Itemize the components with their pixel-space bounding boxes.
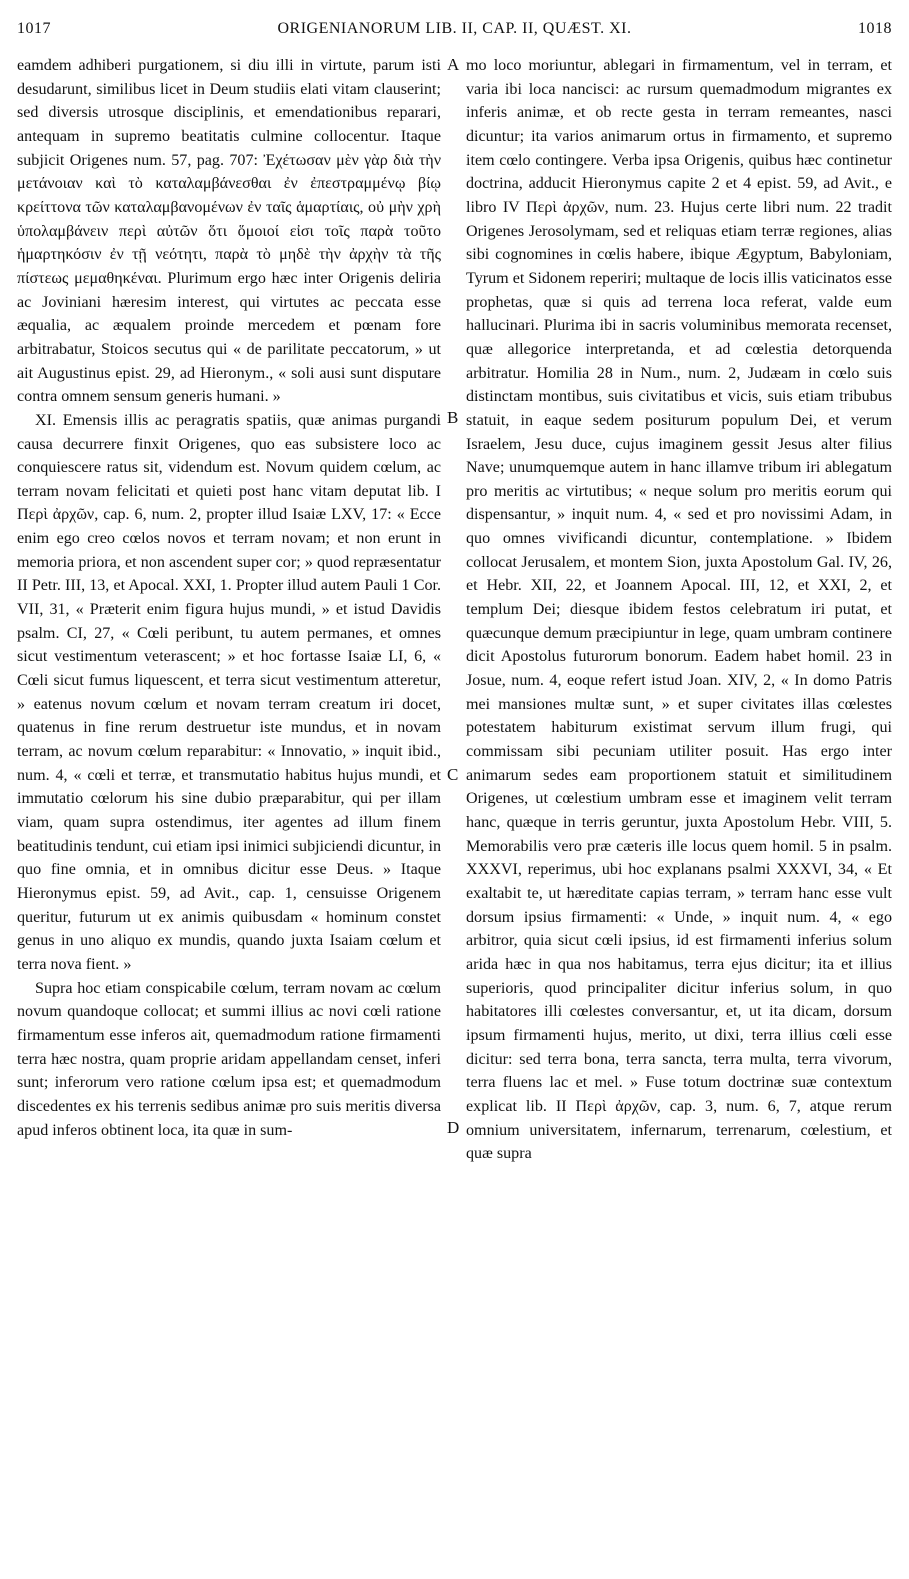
running-title: ORIGENIANORUM LIB. II, CAP. II, QUÆST. XI. [277, 20, 632, 37]
margin-letter-b: B [447, 408, 459, 427]
left-column [17, 54, 441, 1142]
paragraph: mo loco moriuntur, ablegari in firmamentum, vel in terram, et varia ibi loca nancisci: ac rursum quemadmodum migrantes ex inferis animæ, et ob recte gesta in terram remeantes, nasci dicuntur; ita varios animarum ortus in firmamento, et supremo item cœlo contingere. Verba ipsa Origenis, quibus hæc continetur doctrina, adducit Hieronymus capite 2 et 4 epist. 59, ad Avit., e libro IV Περὶ ἀρχῶν, num. 23. Hujus certe libri num. 22 tradit Origenes Jerosolymam, sed et reliquas etiam terræ regiones, alias sibi cognomines in cœlis habere, ibique Ægyptum, Babyloniam, Tyrum et Sidonem reperiri; multaque de locis illis vaticinatos esse prophetas, quæ si quis ad terrena loca referat, valde eum hallucinari. Plurima ibi in sacris voluminibus memorata recenset, quæ allegorice interpretanda, et ad cœlestia detorquenda arbitratur. Homilia 28 in Num., num. 2, Judæam in cœlo suis distinctam montibus, suis civitatibus et vicis, suis etiam tribubus statuit, in eaque sedem positurum populum Dei, et verum Israelem, Jesu duce, cujus imaginem gessit Jesus alter filius Nave; unumquemque autem in hanc illamve tribum iri ablegatum pro meritis ac virtutibus; « neque solum pro meritis eorum qui dispensantur, » inquit num. 4, « sed et pro novissimi Adam, in quo omnes vivificandi dicuntur, contemplatione. » Ibidem collocat Jerusalem, et montem Sion, juxta Apostolum Gal. IV, 26, et Hebr. XII, 22, et Joannem Apocal. III, 12, et XXI, 2, et templum Dei; diesque ibidem festos celebratum iri putat, et quæcunque demum præcipiuntur in lege, quam umbram continere dicit Apostolus futurorum bonorum. Eadem habet homil. 23 in Josue, num. 4, eoque refert istud Joan. XIV, 2, « In domo Patris mei mansiones multæ sunt, » et super civitates illas cœlestes potestatem habiturum existimat servum illum frugi, qui commissam sibi pecuniam utiliter posuit. Has ergo inter animarum sedes eam proportionem statuit et similitudinem Origenes, ut cœlestium umbram esse et imaginem velit terram hanc, quæque in terris geruntur, juxta Apostolum Hebr. VIII, 5. Memorabilis vero præ cæteris ille locus quem homil. 5 in psalm. XXXVI, reperimus, ubi hoc explanans psalmi XXXVI, 34, « Et exaltabit te, ut hæreditate capias terram, » terram hanc esse vult dorsum ipsius firmamenti: « Unde, » inquit num. 4, « ego arbitror, quia sicut cœli ipsius, id est firmamenti inferius solum arida hæc in qua nos habitamus, terra ejus dicitur; ita et illius superioris, quod principaliter dicitur inferius solum, in quo habitatores illi cœlestes conversantur, et, ut ita dicam, dorsum ipsum firmamenti hujus, merito, ut dixi, terra illius cœli esse dicitur: sed terra bona, terra sancta, terra multa, terra vivorum, terra fluens lac et mel. » Fuse totum doctrinæ suæ contextum explicat lib. II Περὶ ἀρχῶν, cap. 3, num. 6, 7, atque rerum omnium universitatem, infernarum, terrenarum, cœlestium, et quæ supra [466, 57, 892, 1163]
page-number-right: 1018 [858, 20, 892, 37]
margin-letter-a: A [447, 55, 460, 74]
paragraph: XI. Emensis illis ac peragratis spatiis, quæ animas purgandi causa decurrere finxit Origenes, quo eas subsistere loco ac conquiescere ratus sit, videndum est. Novum quidem cœlum, ac terram novam felicitati et quieti post hanc vitam deputat lib. I Περὶ ἀρχῶν, cap. 6, num. 2, propter illud Isaiæ LXV, 17: « Ecce enim ego creo cœlos novos et terram novam; et non erunt in memoria priora, et non ascendent super cor; » quod repræsentatur II Petr. III, 13, et Apocal. XXI, 1. Propter illud autem Pauli 1 Cor. VII, 31, « Præterit enim figura hujus mundi, » et istud Davidis psalm. CI, 27, « Cœli peribunt, tu autem permanes, et omnes sicut vestimentum veterascent; » et hoc fortasse Isaiæ LI, 6, « Cœli sicut fumus liquescent, et terra sicut vestimentum atteretur, » eatenus novum cœlum et novam terram creatum iri docet, quatenus in fine rerum destruetur iste mundus, et in novam terram, ac novum cœlum reparabitur: « Innovatio, » inquit ibid., num. 4, « cœli et terræ, et transmutatio habitus hujus mundi, et immutatio cœlorum his sine dubio præparabitur, qui per illam viam, quam supra ostendimus, iter agentes ad illum finem beatitudinis tendunt, cui etiam ipsi inimici subjiciendi dicuntur, in quo fine omnia, et in omnibus dicitur esse Deus. » Itaque Hieronymus epist. 59, ad Avit., cap. 1, censuisse Origenem queritur, futurum ut ex animis quibusdam « hominum constet genus in uno aliquo ex mundis, quando juxta Isaiam cœlum et terra nova fient. » [17, 411, 441, 973]
running-header [17, 20, 892, 44]
right-column [466, 54, 892, 1166]
margin-letter-c: C [447, 765, 459, 784]
paragraph: Supra hoc etiam conspicabile cœlum, terram novam ac cœlum novum quandoque collocat; et summi illius ac novi cœli ratione firmamentum esse inferos ait, quemadmodum ratione firmamenti terra hæc nostra, quam proprie aridam appellandam censet, inferi sunt; inferorum vero ratione cœlum ipsa est; et quemadmodum discedentes ex his terrenis sedibus animæ pro suis meritis diversa apud inferos obtinent loca, ita quæ in sum- [17, 979, 441, 1139]
page-number-left: 1017 [17, 20, 51, 37]
margin-letter-d: D [447, 1118, 460, 1137]
paragraph: eamdem adhiberi purgationem, si diu illi in virtute, parum isti desudarunt, similibus licet in Deum studiis elati vitam clauserint; sed diversis utrosque disciplinis, et emendationibus reparari, antequam in supremo beatitatis culmine collocentur. Itaque subjicit Origenes num. 57, pag. 707: Ἐχέτωσαν μὲν γὰρ διὰ τὴν μετάνοιαν καὶ τὸ καταλαμβάνεσθαι ἐν ἐπεστραμμένῳ βίῳ κρείττονα τῶν καταλαμβανομένων ἐν ταῖς ἁμαρτίαις, οὐ μὴν χρὴ ὑπολαμβάνειν περὶ αὐτῶν ὅτι ὅμοιοί εἰσι τοῖς παρὰ τοῦτο ἡμαρτηκόσιν ἐν τῇ νεότητι, παρὰ τὸ μηδὲ τὴν ἀρχὴν τὰ τῆς πίστεως μεμαθηκέναι. Plurimum ergo hæc inter Origenis deliria ac Joviniani hæresim interest, qui virtutes ac peccata esse æqualia, ac æqualem proinde mercedem et pœnam fore arbitrabatur, Stoicos secutus qui « de parilitate peccatorum, » ut ait Augustinus epist. 29, ad Hieronym., « soli ausi sunt disputare contra omnem sensum generis humani. » [17, 57, 441, 406]
